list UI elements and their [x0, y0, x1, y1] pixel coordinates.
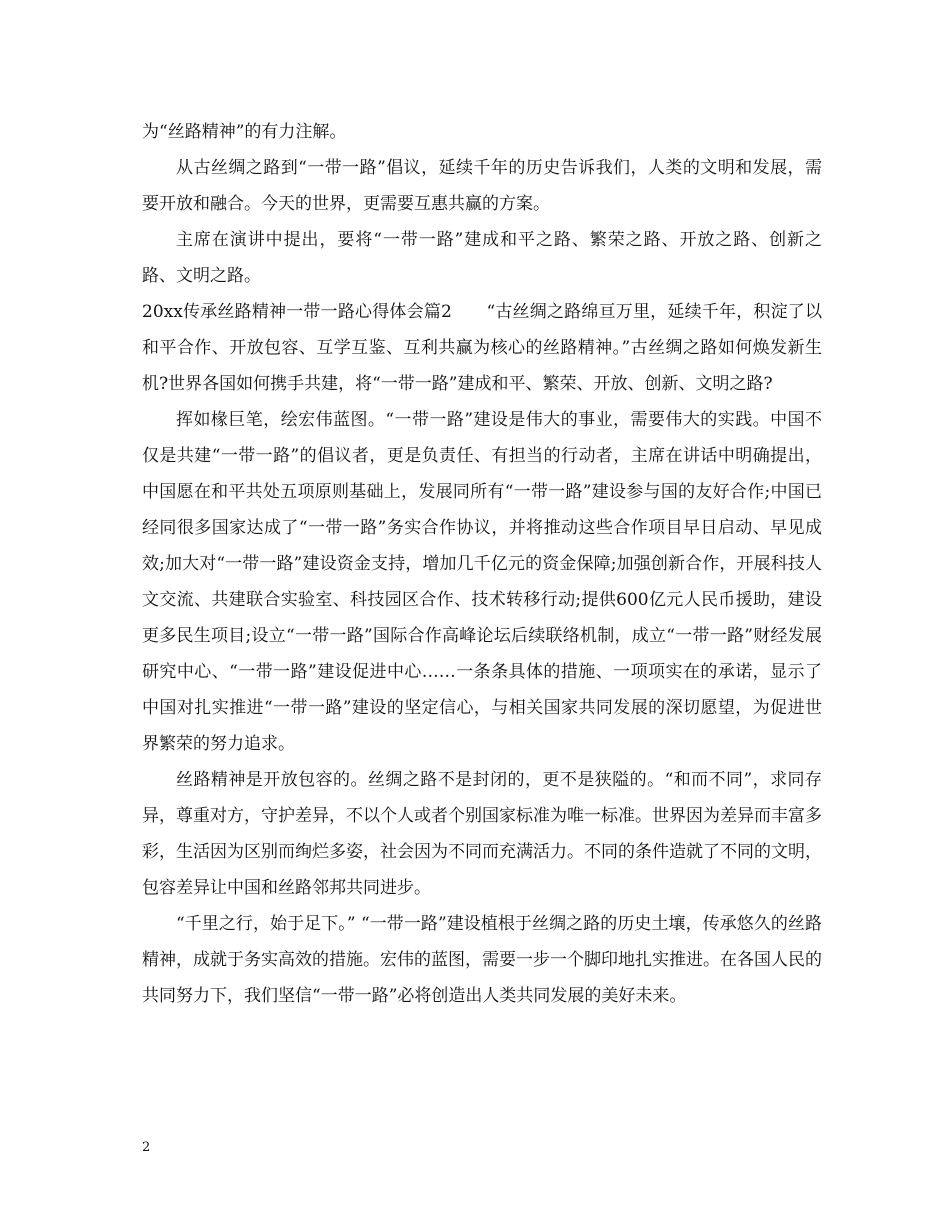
paragraph-2: 从古丝绸之路到“一带一路”倡议，延续千年的历史告诉我们，人类的文明和发展，需要开放和融合。今天的世界，更需要互惠共赢的方案。	[142, 158, 822, 214]
paragraph-7: “千里之行，始于足下。” “一带一路”建设植根于丝绸之路的历史土壤，传承悠久的丝路精神，成就于务实高效的措施。宏伟的蓝图，需要一步一个脚印地扎实推进。在各国人民的共同努力下，我们坚信“一带一路”必将创造出人类共同发展的美好未来。	[142, 914, 822, 1006]
paragraph-6: 丝路精神是开放包容的。丝绸之路不是封闭的，更不是狭隘的。“和而不同”，求同存异，尊重对方，守护差异，不以个人或者个别国家标准为唯一标准。世界因为差异而丰富多彩，生活因为区别而绚烂多姿，社会因为不同而充满活力。不同的条件造就了不同的文明，包容差异让中国和丝路邻邦共同进步。	[142, 770, 822, 898]
paragraph-3: 主席在演讲中提出，要将“一带一路”建成和平之路、繁荣之路、开放之路、创新之路、文明之路。	[142, 230, 822, 286]
paragraph-5: 挥如椽巨笔，绘宏伟蓝图。“一带一路”建设是伟大的事业，需要伟大的实践。中国不仅是共建“一带一路”的倡议者，更是负责任、有担当的行动者，主席在讲话中明确提出，中国愿在和平共处五项原则基础上，发展同所有“一带一路”建设参与国的友好合作;中国已经同很多国家达成了“一带一路”务实合作协议，并将推动这些合作项目早日启动、早见成效;加大对“一带一路”建设资金支持，增加几千亿元的资金保障;加强创新合作，开展科技人文交流、共建联合实验室、科技园区合作、技术转移行动;提供600亿元人民币援助，建设更多民生项目;设立“一带一路”国际合作高峰论坛后续联络机制，成立“一带一路”财经发展研究中心、“一带一路”建设促进中心……一条条具体的措施、一项项实在的承诺，显示了中国对扎实推进“一带一路”建设的坚定信心，与相关国家共同发展的深切愿望，为促进世界繁荣的努力追求。	[142, 410, 822, 754]
paragraph-1: 为“丝路精神”的有力注解。	[142, 122, 347, 142]
page-number: 2	[142, 1140, 151, 1155]
paragraph-4: 20xx传承丝路精神一带一路心得体会篇2 “古丝绸之路绵亘万里，延续千年，积淀了以和平合作、开放包容、互学互鉴、互利共赢为核心的丝路精神。”古丝绸之路如何焕发新生机?世界各国如何携手共建，将“一带一路”建成和平、繁荣、开放、创新、文明之路?	[142, 302, 822, 394]
document-body	[142, 114, 822, 1014]
